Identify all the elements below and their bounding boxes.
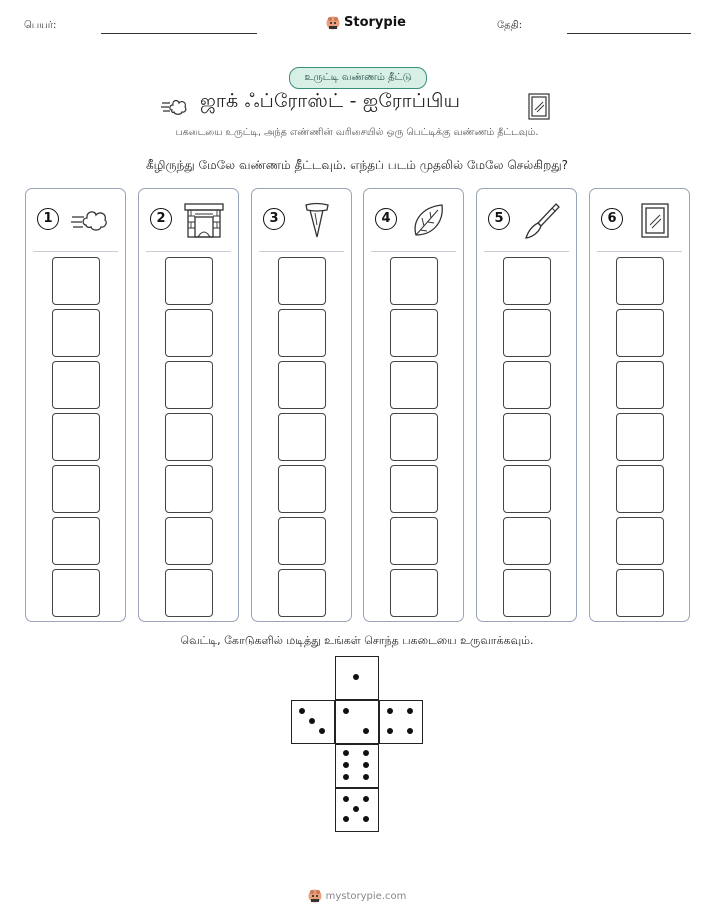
color-box[interactable] (503, 309, 551, 357)
dice-face-3 (291, 700, 335, 744)
footer (0, 889, 714, 903)
color-box[interactable] (390, 413, 438, 461)
dice-pip (353, 806, 359, 812)
column-divider (484, 251, 569, 252)
dice-pip (363, 796, 369, 802)
color-box[interactable] (503, 361, 551, 409)
dice-pip (309, 718, 315, 724)
dice-face-4 (379, 700, 423, 744)
wind-icon (160, 95, 188, 117)
column-divider (259, 251, 344, 252)
column-1 (25, 188, 126, 622)
color-box[interactable] (165, 465, 213, 513)
dice-pip (343, 774, 349, 780)
dice-pip (387, 728, 393, 734)
color-box[interactable] (278, 465, 326, 513)
color-box[interactable] (52, 257, 100, 305)
brand-name: Storypie (344, 15, 406, 30)
dice-pip (363, 774, 369, 780)
color-box[interactable] (52, 569, 100, 617)
storypie-mascot-icon (326, 16, 340, 30)
dice-pip (353, 674, 359, 680)
color-box[interactable] (165, 309, 213, 357)
color-box[interactable] (278, 569, 326, 617)
dice-pip (363, 762, 369, 768)
brand-logo (326, 15, 406, 30)
color-box[interactable] (278, 517, 326, 565)
column-3 (251, 188, 352, 622)
column-6 (589, 188, 690, 622)
dice-pip (343, 708, 349, 714)
dice-pip (387, 708, 393, 714)
color-box[interactable] (165, 517, 213, 565)
color-box[interactable] (390, 517, 438, 565)
color-box[interactable] (52, 517, 100, 565)
window-icon (634, 201, 676, 239)
color-box[interactable] (390, 361, 438, 409)
dice-pip (343, 762, 349, 768)
color-box[interactable] (503, 413, 551, 461)
paintbrush-icon (521, 201, 563, 239)
leaf-icon (408, 201, 450, 239)
color-box[interactable] (616, 569, 664, 617)
dice-pip (343, 816, 349, 822)
cut-instructions: வெட்டி, கோடுகளில் மடித்து உங்கள் சொந்த பகடையை உருவாக்கவும். (180, 634, 534, 647)
color-box[interactable] (165, 413, 213, 461)
icicle-icon (296, 201, 338, 239)
color-box[interactable] (278, 257, 326, 305)
dice-face-1 (335, 656, 379, 700)
color-box[interactable] (390, 309, 438, 357)
page-title: ஜாக் ஃப்ரோஸ்ட் - ஐரோப்பிய (200, 90, 461, 112)
fireplace-icon (183, 201, 225, 239)
color-box[interactable] (616, 413, 664, 461)
dice-pip (343, 750, 349, 756)
name-label: பெயர்: (24, 20, 57, 31)
column-number: 2 (150, 208, 172, 230)
date-line[interactable] (567, 33, 691, 34)
color-box[interactable] (616, 309, 664, 357)
column-divider (371, 251, 456, 252)
dice-pip (407, 728, 413, 734)
date-label: தேதி: (497, 20, 523, 31)
column-number: 1 (37, 208, 59, 230)
window-icon (528, 93, 550, 120)
color-box[interactable] (165, 361, 213, 409)
dice-pip (363, 816, 369, 822)
dice-pip (299, 708, 305, 714)
column-divider (33, 251, 118, 252)
column-4 (363, 188, 464, 622)
color-box[interactable] (52, 309, 100, 357)
name-line[interactable] (101, 33, 257, 34)
color-box[interactable] (616, 361, 664, 409)
color-box[interactable] (390, 465, 438, 513)
footer-url: mystorypie.com (325, 890, 407, 902)
dice-pip (363, 750, 369, 756)
column-number: 5 (488, 208, 510, 230)
column-number: 3 (263, 208, 285, 230)
color-box[interactable] (278, 361, 326, 409)
column-2 (138, 188, 239, 622)
dice-face-2 (335, 700, 379, 744)
dice-face-5 (335, 788, 379, 832)
activity-badge: உருட்டி வண்ணம் தீட்டு (289, 67, 427, 89)
question: கீழிருந்து மேலே வண்ணம் தீட்டவும். எந்தப் படம் முதலில் மேலே செல்கிறது? (145, 158, 569, 172)
color-box[interactable] (616, 257, 664, 305)
column-number: 4 (375, 208, 397, 230)
color-box[interactable] (503, 465, 551, 513)
dice-pip (343, 796, 349, 802)
wind-icon (70, 201, 112, 239)
color-box[interactable] (616, 465, 664, 513)
column-5 (476, 188, 577, 622)
color-box[interactable] (52, 361, 100, 409)
dice-pip (363, 728, 369, 734)
storypie-mascot-icon (308, 889, 322, 903)
color-box[interactable] (165, 257, 213, 305)
color-box[interactable] (503, 569, 551, 617)
color-box[interactable] (165, 569, 213, 617)
color-box[interactable] (390, 257, 438, 305)
color-box[interactable] (52, 465, 100, 513)
color-box[interactable] (278, 413, 326, 461)
color-box[interactable] (503, 517, 551, 565)
color-box[interactable] (616, 517, 664, 565)
color-box[interactable] (503, 257, 551, 305)
column-divider (597, 251, 682, 252)
color-box[interactable] (390, 569, 438, 617)
color-box[interactable] (52, 413, 100, 461)
column-number: 6 (601, 208, 623, 230)
color-box[interactable] (278, 309, 326, 357)
column-divider (146, 251, 231, 252)
dice-pip (407, 708, 413, 714)
instructions: பகடையை உருட்டி, அந்த எண்ணின் வரிசையில் ஒரு பெட்டிக்கு வண்ணம் தீட்டவும். (175, 127, 539, 138)
dice-pip (319, 728, 325, 734)
dice-face-6 (335, 744, 379, 788)
